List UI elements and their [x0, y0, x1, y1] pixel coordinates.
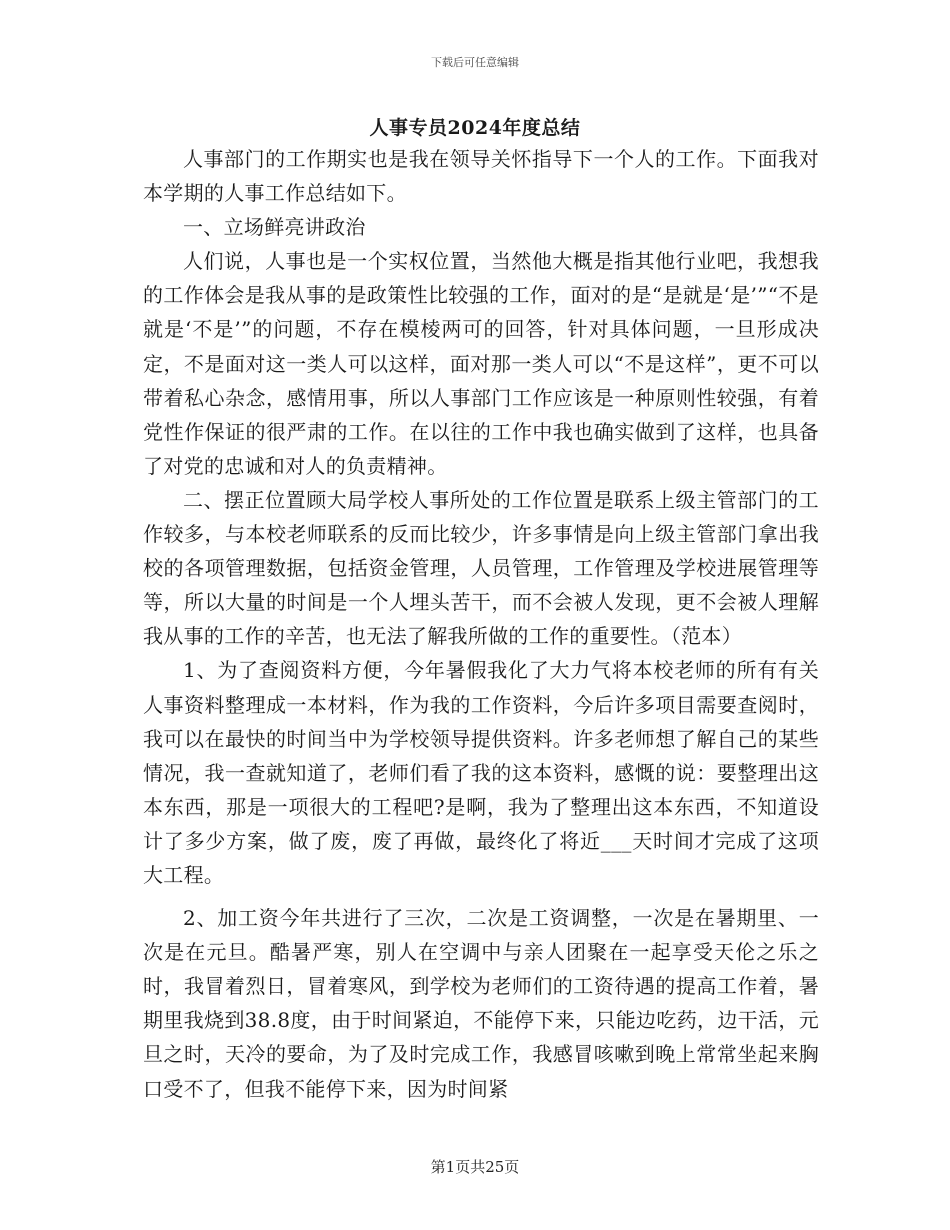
paragraph-section-2: 二、摆正位置顾大局学校人事所处的工作位置是联系上级主管部门的工作较多，与本校老师联系的反而比较少，许多事情是向上级主管部门拿出我校的各项管理数据，包括资金管理，人员管理，工作管理及学校进展管理等等，所以大量的时间是一个人埋头苦干，而不会被人发现，更不会被人理解我从事的工作的辛苦，也无法了解我所做的工作的重要性。（范本）: [143, 487, 819, 649]
document-title: 人事专员2024年度总结: [369, 117, 581, 139]
paragraph-section-1-heading: 一、立场鲜亮讲政治: [183, 215, 366, 240]
document-body: [143, 142, 819, 1106]
page-header-note: 下载后可任意编辑: [431, 56, 519, 69]
paragraph-intro: 人事部门的工作期实也是我在领导关怀指导下一个人的工作。下面我对本学期的人事工作总结如下。: [143, 147, 819, 206]
page-number-footer: 第1页共25页: [430, 1158, 520, 1176]
paragraph-item-1: 1、为了查阅资料方便，今年暑假我化了大力气将本校老师的所有有关人事资料整理成一本材料，作为我的工作资料，今后许多项目需要查阅时，我可以在最快的时间当中为学校领导提供资料。许多老师想了解自己的某些情况，我一查就知道了，老师们看了我的这本资料，感慨的说：要整理出这本东西，那是一项很大的工程吧?是啊，我为了整理出这本东西，不知道设计了多少方案，做了废，废了再做，最终化了将近___天时间才完成了这项大工程。: [143, 658, 819, 887]
paragraph-item-2: 2、加工资今年共进行了三次，二次是工资调整，一次是在暑期里、一次是在元旦。酷暑严寒，别人在空调中与亲人团聚在一起享受天伦之乐之时，我冒着烈日，冒着寒风，到学校为老师们的工资待遇的提高工作着，暑期里我烧到38.8度，由于时间紧迫，不能停下来，只能边吃药，边干活，元旦之时，天冷的要命，为了及时完成工作，我感冒咳嗽到晚上常常坐起来胸口受不了，但我不能停下来，因为时间紧: [143, 906, 819, 1101]
paragraph-section-1-body: 人们说，人事也是一个实权位置，当然他大概是指其他行业吧，我想我的工作体会是我从事的是政策性比较强的工作，面对的是“是就是‘是’”“不是就是‘不是’”的问题，不存在模棱两可的回答，针对具体问题，一旦形成决定，不是面对这一类人可以这样，面对那一类人可以“不是这样”，更不可以带着私心杂念，感情用事，所以人事部门工作应该是一种原则性较强，有着党性作保证的很严肃的工作。在以往的工作中我也确实做到了这样，也具备了对党的忠诚和对人的负责精神。: [143, 249, 819, 478]
